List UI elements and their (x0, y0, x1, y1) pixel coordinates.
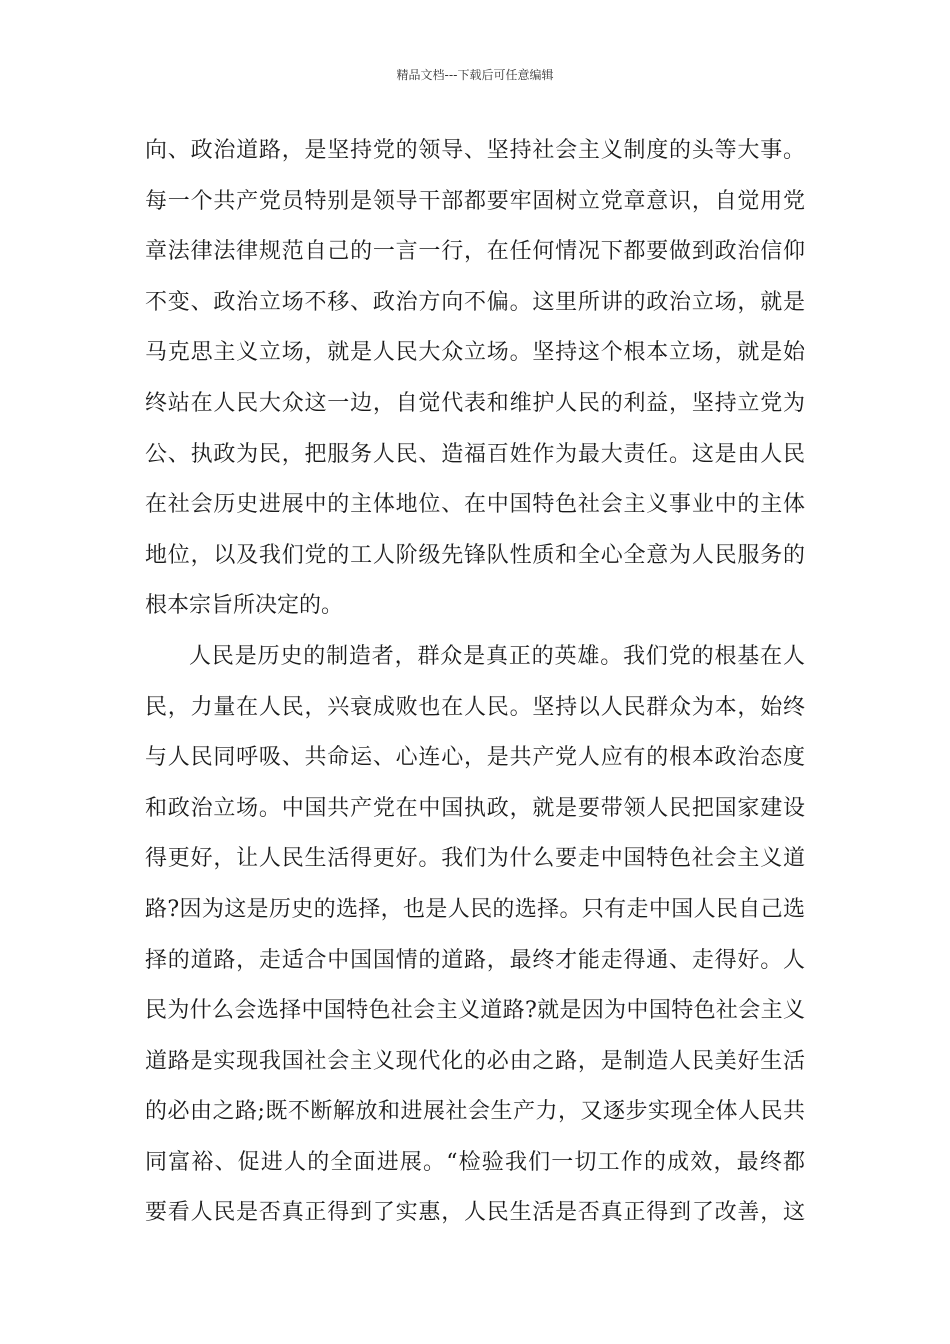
text-line: 向、政治道路，是坚持党的领导、坚持社会主义制度的头等大事。 (145, 138, 805, 163)
text-line: 要看人民是否真正得到了实惠，人民生活是否真正得到了改善，这 (145, 1200, 805, 1226)
text-line: 章法律法律规范自己的一言一行，在任何情况下都要做到政治信仰 (145, 239, 805, 265)
paragraph-2 (145, 632, 805, 1239)
text-line: 人民是历史的制造者，群众是真正的英雄。我们党的根基在人 (189, 643, 805, 669)
text-line: 不变、政治立场不移、政治方向不偏。这里所讲的政治立场，就是 (145, 289, 805, 315)
text-line: 民为什么会选择中国特色社会主义道路?就是因为中国特色社会主义 (145, 998, 805, 1024)
text-line: 得更好，让人民生活得更好。我们为什么要走中国特色社会主义道 (145, 846, 805, 872)
text-line: 与人民同呼吸、共命运、心连心，是共产党人应有的根本政治态度 (145, 745, 805, 771)
text-line: 择的道路，走适合中国国情的道路，最终才能走得通、走得好。人 (145, 947, 805, 973)
text-line: 根本宗旨所决定的。 (145, 593, 344, 619)
text-line: 在社会历史进展中的主体地位、在中国特色社会主义事业中的主体 (145, 492, 805, 518)
text-line: 路?因为这是历史的选择，也是人民的选择。只有走中国人民自己选 (145, 896, 805, 922)
document-body (145, 126, 805, 1239)
page-header: 精品文档---下载后可任意编辑 (396, 68, 554, 82)
text-line: 马克思主义立场，就是人民大众立场。坚持这个根本立场，就是始 (145, 340, 805, 366)
text-line: 的必由之路;既不断解放和进展社会生产力，又逐步实现全体人民共 (145, 1099, 805, 1125)
text-line: 民，力量在人民，兴衰成败也在人民。坚持以人民群众为本，始终 (145, 694, 805, 720)
text-line: 道路是实现我国社会主义现代化的必由之路，是制造人民美好生活 (145, 1048, 805, 1074)
text-line: 同富裕、促进人的全面进展。“检验我们一切工作的成效，最终都 (145, 1149, 805, 1175)
text-line: 终站在人民大众这一边，自觉代表和维护人民的利益，坚持立党为 (145, 390, 805, 416)
text-line: 每一个共产党员特别是领导干部都要牢固树立党章意识，自觉用党 (145, 188, 805, 214)
text-line: 地位，以及我们党的工人阶级先锋队性质和全心全意为人民服务的 (145, 542, 805, 568)
paragraph-1 (145, 126, 805, 632)
text-line: 和政治立场。中国共产党在中国执政，就是要带领人民把国家建设 (145, 795, 805, 821)
text-line: 公、执政为民，把服务人民、造福百姓作为最大责任。这是由人民 (145, 441, 805, 467)
